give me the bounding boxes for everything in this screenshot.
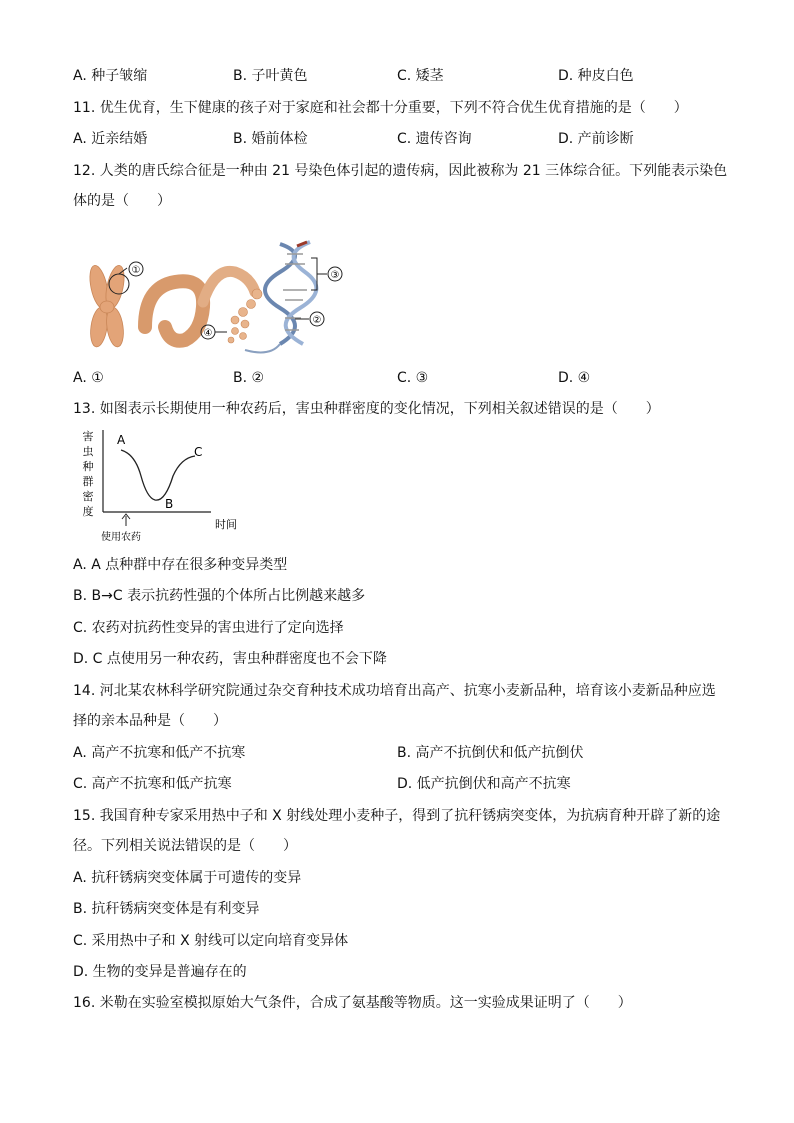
ylabel-char: 种	[82, 460, 94, 473]
q14-option-c[interactable]: C. 高产不抗寒和低产抗寒	[73, 776, 232, 792]
q13-stem: 13. 如图表示长期使用一种农药后，害虫种群密度的变化情况，下列相关叙述错误的是（ ）	[73, 401, 660, 417]
q10-option-c[interactable]: C. 矮茎	[397, 68, 444, 84]
ylabel-char: 度	[82, 505, 94, 518]
arrow-label: 使用农药	[101, 532, 141, 543]
q12-stem-line2: 体的是（ ）	[73, 193, 171, 209]
ylabel-char: 群	[82, 475, 94, 488]
q13-option-d[interactable]: D. C 点使用另一种农药，害虫种群密度也不会下降	[73, 651, 387, 667]
q15-option-a[interactable]: A. 抗秆锈病突变体属于可遗传的变异	[73, 870, 302, 886]
density-curve	[121, 450, 195, 500]
q14-option-d[interactable]: D. 低产抗倒伏和高产不抗寒	[397, 776, 571, 792]
q15-option-c[interactable]: C. 采用热中子和 X 射线可以定向培育变异体	[73, 933, 349, 949]
ylabel-char: 虫	[82, 445, 94, 458]
q11-option-a[interactable]: A. 近亲结婚	[73, 131, 148, 147]
q10-option-d[interactable]: D. 种皮白色	[558, 68, 634, 84]
q14-stem-line1: 14. 河北某农林科学研究院通过杂交育种技术成功培育出高产、抗寒小麦新品种，培育该小麦新品种应选	[73, 683, 716, 699]
q11-option-b[interactable]: B. 婚前体检	[233, 131, 308, 147]
population-density-chart	[75, 426, 250, 546]
q12-option-c[interactable]: C. ③	[397, 370, 429, 386]
q11-stem: 11. 优生优育，生下健康的孩子对于家庭和社会都十分重要，下列不符合优生优育措施的是（ ）	[73, 100, 688, 116]
figure-label-3: ③	[330, 270, 340, 281]
point-a-label: A	[117, 433, 126, 447]
q12-option-b[interactable]: B. ②	[233, 370, 265, 386]
q11-option-c[interactable]: C. 遗传咨询	[397, 131, 472, 147]
ylabel-char: 害	[82, 430, 94, 443]
q13-option-b[interactable]: B. B→C 表示抗药性强的个体所占比例越来越多	[73, 588, 366, 604]
q12-option-d[interactable]: D. ④	[558, 370, 591, 386]
q14-option-a[interactable]: A. 高产不抗寒和低产不抗寒	[73, 745, 246, 761]
q14-stem-line2: 择的亲本品种是（ ）	[73, 713, 227, 729]
q12-option-a[interactable]: A. ①	[73, 370, 104, 386]
point-c-label: C	[194, 445, 203, 459]
q15-option-d[interactable]: D. 生物的变异是普遍存在的	[73, 964, 247, 980]
ylabel-char: 密	[82, 490, 94, 503]
q15-stem-line1: 15. 我国育种专家采用热中子和 X 射线处理小麦种子，得到了抗秆锈病突变体，为抗病育种开辟了新的途	[73, 808, 721, 824]
q12-stem-line1: 12. 人类的唐氏综合征是一种由 21 号染色体引起的遗传病，因此被称为 21 三体综合征。下列能表示染色	[73, 163, 728, 179]
q15-option-b[interactable]: B. 抗秆锈病突变体是有利变异	[73, 901, 260, 917]
q16-stem: 16. 米勒在实验室模拟原始大气条件，合成了氨基酸等物质。这一实验成果证明了（ ）	[73, 995, 632, 1011]
q15-stem-line2: 径。下列相关说法错误的是（ ）	[73, 838, 297, 854]
figure-label-2: ②	[312, 315, 322, 326]
x-axis-label: 时间	[215, 518, 237, 531]
q10-option-a[interactable]: A. 种子皱缩	[73, 68, 148, 84]
q13-option-a[interactable]: A. A 点种群中存在很多种变异类型	[73, 557, 288, 573]
chromosome-dna-figure	[75, 232, 365, 367]
point-b-label: B	[165, 497, 174, 511]
figure-label-4: ④	[203, 328, 213, 339]
q10-option-b[interactable]: B. 子叶黄色	[233, 68, 308, 84]
chromosome-icon	[87, 264, 128, 348]
q13-option-c[interactable]: C. 农药对抗药性变异的害虫进行了定向选择	[73, 620, 344, 636]
figure-label-1: ①	[131, 265, 141, 276]
q14-option-b[interactable]: B. 高产不抗倒伏和低产抗倒伏	[397, 745, 584, 761]
q11-option-d[interactable]: D. 产前诊断	[558, 131, 634, 147]
